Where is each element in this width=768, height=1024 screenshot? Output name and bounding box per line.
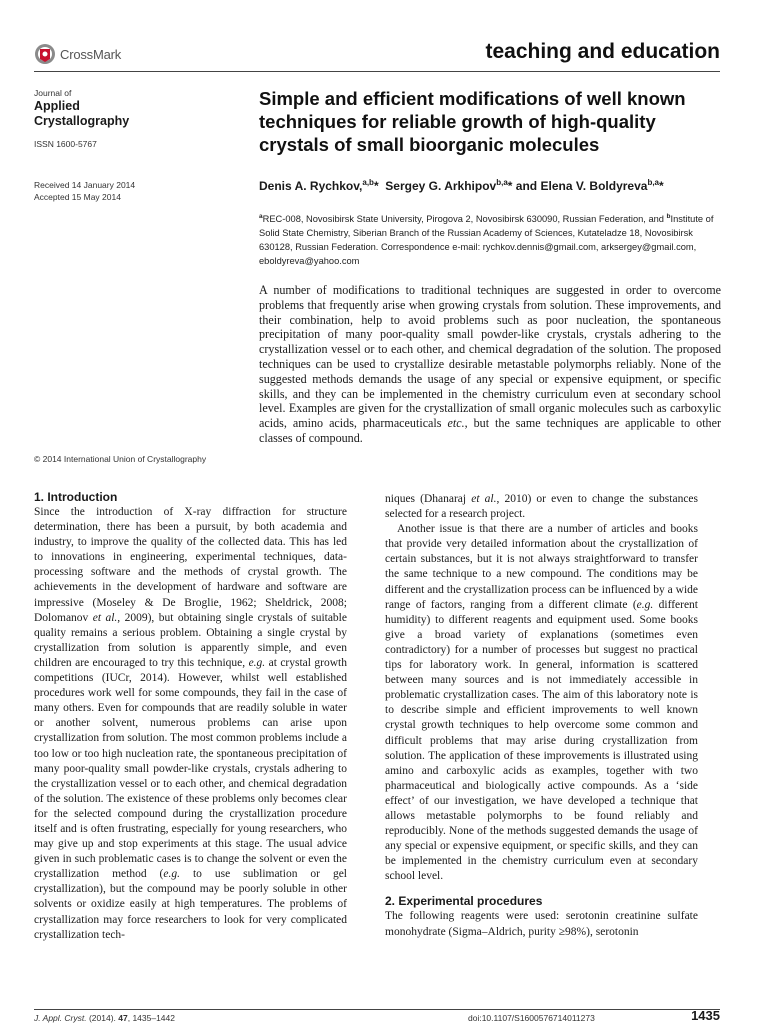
- crossmark-icon: [34, 43, 56, 65]
- section-heading-introduction: 1. Introduction: [34, 490, 118, 504]
- author-and: and: [515, 179, 538, 193]
- journal-name: [34, 99, 129, 129]
- journal-name-line2: Crystallography: [34, 114, 130, 128]
- journal-of-label: Journal of: [34, 88, 72, 98]
- page-number: 1435: [691, 1008, 720, 1023]
- issn: ISSN 1600-5767: [34, 139, 97, 149]
- crossmark-label: CrossMark: [60, 46, 122, 62]
- correspondence-emails[interactable]: Institute of Solid State Chemistry, Siberian Branch of the Russian Academy of Sciences, Kutateladze 18, Novosibirsk 630128, Russian Federation. Correspondence e-mail: rychkov.dennis@gmail.com, arksergey@gmail.com, eboldyreva@yahoo.com: [259, 214, 714, 267]
- footer-doi[interactable]: doi:10.1107/S1600576714011273: [468, 1013, 595, 1023]
- footer-citation: J. Appl. Cryst. (2014). 47, 1435–1442: [34, 1013, 175, 1023]
- copyright: © 2014 International Union of Crystallography: [34, 454, 207, 464]
- affiliations: $^a$REC-008, Novosibirsk State University, Pirogova 2, Novosibirsk 630090, Russian Federation, and $^b$Institute of Solid State Chemistry, Siberian Branch of the Russian Academy of Sciences, Kutateladze 18, Novosibirsk 630128, Russian Federation. Correspondence e-mail: rychkov.dennis@gmail.com, arksergey@gmail.com, eboldyreva@yahoo.com: [259, 213, 714, 267]
- intro-paragraph: Since the introduction of X-ray diffraction for structure determination, there has been a pursuit, by both academia and industry, to improve the quality of the collected data. This has led to innovations in engineering, experimental techniques, data-processing software and the methods of crystal growth. The achievements in the development of hardware and software are impressive (Moseley & De Broglie, 1962; Sheldrick, 2008; Dolomanov et al., 2009), but obtaining single crystals of suitable quality remains a serious problem. Obtaining a single crystal by crystallization from solution is apparently simple, and even children are encouraged to try this technique, e.g. at crystal growth competitions (IUCr, 2014). However, whilst well established procedures work well for some compounds, they fail in the case of many others. Even for compounds that are readily soluble in water or another solvent, numerous problems can arise upon crystallization from solution. The most common problems include a too low or too high nucleation rate, the spontaneous precipitation of many poor-quality small powder-like crystals, crystals adhering to the crystallization vessel or to each other, and chemical degradation of the solution. The existence of these problems only becomes clear for the selected compound during the crystallization procedure itself and is often frustrating, especially for young researchers, who may give up and stop experiments at this stage. The usual advice given in such problematic cases is to change the solvent or even the crystallization method (e.g. to use sublimation or gel crystallization), but the compound may be poorly soluble in other solvents or oxidize easily at high temperatures. The problems of crystallization may force researchers to look for very complicated crystallization tech-: [34, 506, 347, 941]
- header-divider: [34, 71, 720, 72]
- accepted-date: Accepted 15 May 2014: [34, 192, 121, 202]
- experimental-paragraph: The following reagents were used: serotonin creatinine sulfate monohydrate (Sigma–Aldrich, purity ≥98%), serotonin: [385, 910, 698, 938]
- dates: [34, 179, 135, 203]
- paper-title: Simple and efficient modifications of well known techniques for reliable growth of high-quality crystals of small bioorganic molecules: [259, 88, 686, 155]
- body-column-right: [385, 492, 698, 940]
- journal-name-line1: Applied: [34, 99, 80, 113]
- author-list: [259, 178, 664, 193]
- footer-divider: [34, 1009, 720, 1010]
- section-heading-experimental: 2. Experimental procedures: [385, 894, 543, 909]
- crossmark-badge[interactable]: [34, 42, 121, 66]
- author-3[interactable]: Elena V. Boldyreva$^{b,a}$*: [540, 178, 664, 193]
- received-date: Received 14 January 2014: [34, 180, 136, 190]
- abstract: A number of modifications to traditional techniques are suggested in order to overcome problems that frequently arise when growing crystals from solution. These improvements, and their combination, help to avoid problems such as poor nucleation, the spontaneous precipitation of many poor-quality small powder-like crystals, crystals adhering to the crystallization vessel or to each other, and chemical degradation of the solution. The proposed techniques can be used to crystallize desirable metastable polymorphs reliably. None of the suggested methods demands the usage of any special or expensive equipment, or specific skills, and they can be implemented in the chemistry curriculum even at secondary school level. Examples are given for the crystallization of small organic molecules such as carboxylic acids, amino acids, pharmaceuticals etc., but the same techniques are applicable to other classes of compound.: [259, 283, 722, 445]
- section-label: teaching and education: [485, 40, 720, 63]
- author-1[interactable]: Denis A. Rychkov,$^{a,b}$*: [259, 178, 379, 193]
- intro-paragraph-cont: niques (Dhanaraj et al., 2010) or even to change the substances selected for a research project.: [385, 493, 699, 521]
- author-2[interactable]: Sergey G. Arkhipov$^{b,a}$*: [385, 178, 513, 193]
- intro-paragraph-2: Another issue is that there are a number of articles and books that provide very detailed information about the crystallization of certain substances, but it is not always straightforward to transfer the same technique to a new compound. The conditions may be different and the crystallization process can be influenced by a wide range of factors, ranging from a different climate (e.g. different humidity) to different reagents and equipment used. Some books give a broad variety of explanations (sometimes even contradictory) for a number of processes but suggest no practical tips for laboratory work. In general, information is scattered between many sources and is not immediately accessible in problematic crystallization cases. The aim of this laboratory note is to describe simple and efficient improvements to well known crystal growth techniques to help overcome some common and difficult problems that may arise during crystallization from solution. The application of these improvements is illustrated using amino and carboxylic acids as examples, together with two pharmaceutical and biologically active compounds. As a ‘side effect’ of our investigation, we have developed a technique that allows metastable polymorphs to be found reliably and reproducibly. None of the methods suggested demands the usage of any special or expensive equipment, or specific skills, and they can be implemented in the chemistry curriculum even at secondary school level.: [385, 523, 699, 883]
- body-column-left: [34, 490, 347, 943]
